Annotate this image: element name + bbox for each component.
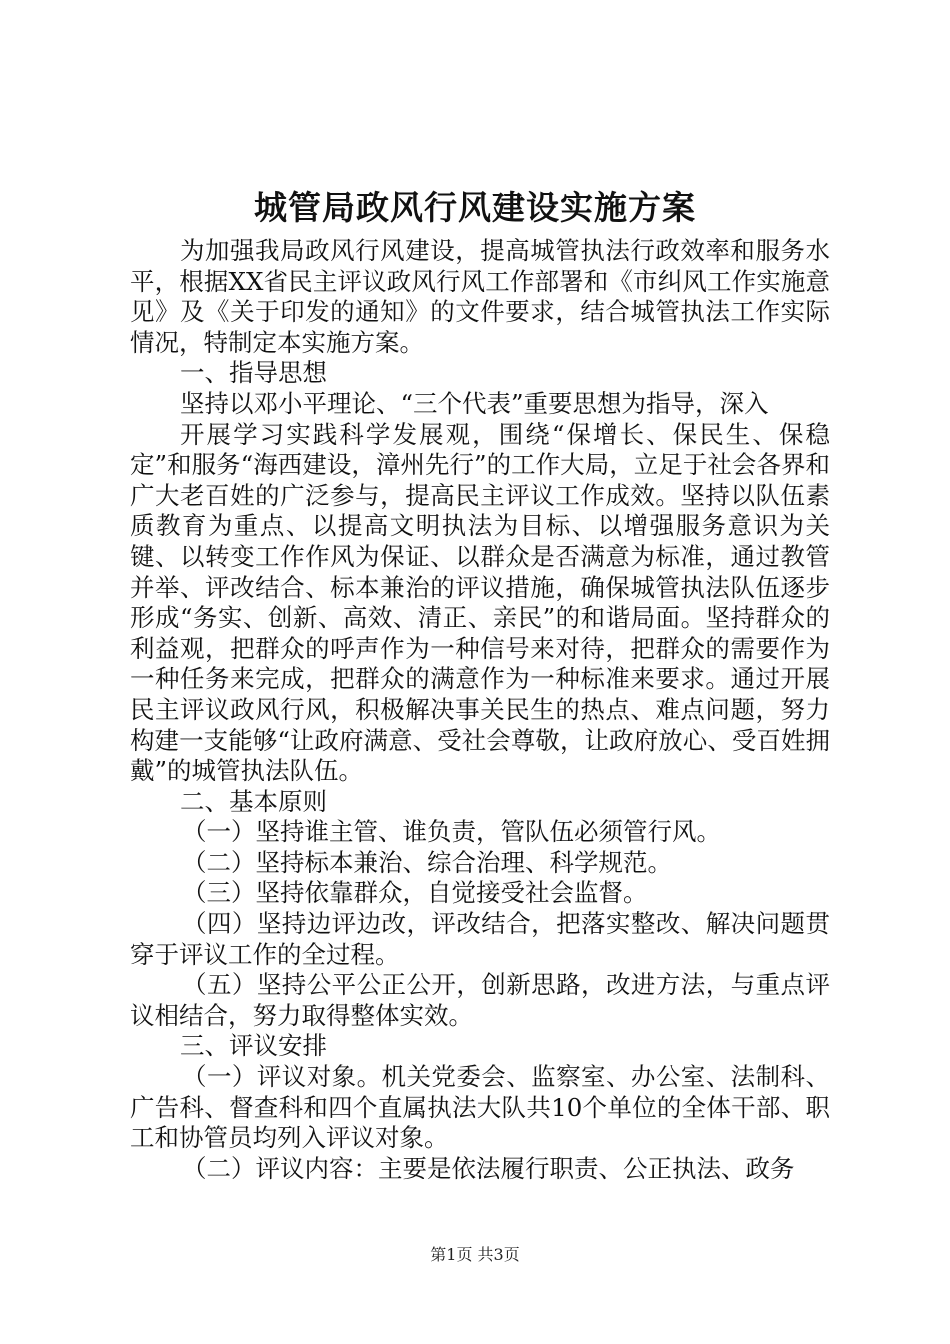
guiding-thought-first-line: 坚持以邓小平理论、“三个代表”重要思想为指导，深入: [180, 388, 769, 418]
intro-paragraph: 为加强我局政风行风建设，提高城管执法行政效率和服务水平，根据XX省民主评议政风行风工作部署和《市纠风工作实施意见》及《关于印发的通知》的文件要求，结合城管执法工作实际情况，特制定本实施方案。: [130, 236, 830, 357]
guiding-thought-paragraph: 开展学习实践科学发展观，围绕“保增长、保民生、保稳定”和服务“海西建设，漳州先行”的工作大局，立足于社会各界和广大老百姓的广泛参与，提高民主评议工作成效。坚持以队伍素质教育为重点、以提高文明执法为目标、以增强服务意识为关键、以转变工作作风为保证、以群众是否满意为标准，通过教管并举、评改结合、标本兼治的评议措施，确保城管执法队伍逐步形成“务实、创新、高效、清正、亲民”的和谐局面。坚持群众的利益观，把群众的呼声作为一种信号来对待，把群众的需要作为一种任务来完成，把群众的满意作为一种标准来要求。通过开展民主评议政风行风，积极解决事关民生的热点、难点问题，努力构建一支能够“让政府满意、受社会尊敬，让政府放心、受百姓拥戴”的城管执法队伍。: [130, 419, 830, 786]
principle-item: （三）坚持依靠群众，自觉接受社会监督。: [182, 878, 648, 908]
principle-item: （四）坚持边评边改，评改结合，把落实整改、解决问题贯穿于评议工作的全过程。: [130, 909, 830, 969]
section-heading-review-arrangement: 三、评议安排: [180, 1031, 327, 1061]
principle-item: （五）坚持公平公正公开，创新思路，改进方法，与重点评议相结合，努力取得整体实效。: [130, 970, 830, 1030]
page-number-footer: 第1页 共3页: [430, 1245, 520, 1264]
arrangement-item: （一）评议对象。机关党委会、监察室、办公室、法制科、广告科、督查科和四个直属执法大队共10个单位的全体干部、职工和协管员均列入评议对象。: [130, 1062, 830, 1153]
principle-item: （二）坚持标本兼治、综合治理、科学规范。: [182, 847, 672, 877]
document-body: [130, 236, 830, 1184]
section-heading-guiding-thought: 一、指导思想: [180, 358, 327, 388]
document-title: 城管局政风行风建设实施方案: [254, 188, 696, 227]
section-heading-basic-principles: 二、基本原则: [180, 786, 327, 816]
principle-item: （一）坚持谁主管、谁负责，管队伍必须管行风。: [182, 817, 721, 847]
arrangement-item: （二）评议内容：主要是依法履行职责、公正执法、政务: [182, 1153, 795, 1183]
